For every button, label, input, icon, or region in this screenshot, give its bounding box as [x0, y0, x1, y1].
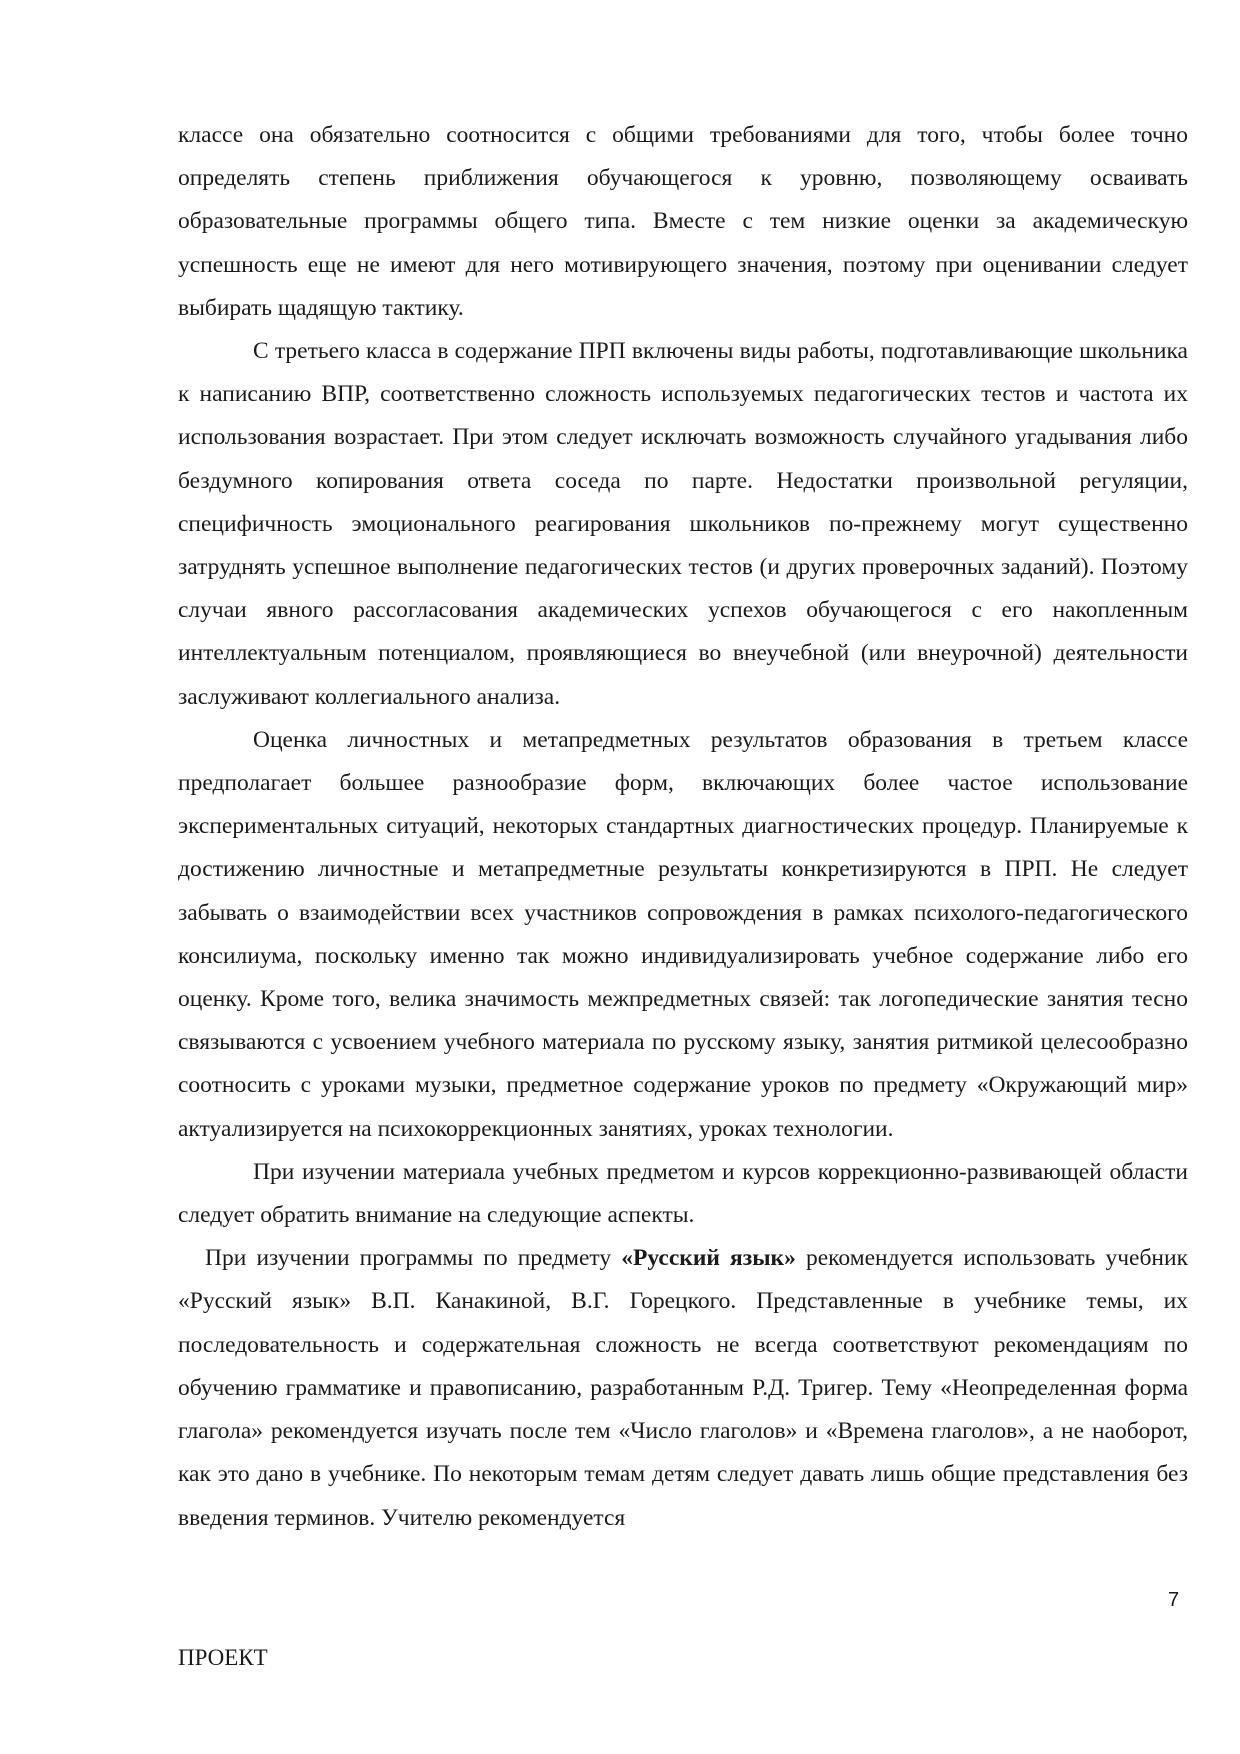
paragraph-russian-language	[178, 1237, 1188, 1539]
paragraph-russian-language-lead: При изучении программы по предмету	[205, 1245, 622, 1272]
page-number: 7	[1168, 1589, 1180, 1611]
subject-title-russian-language: «Русский язык»	[621, 1245, 796, 1272]
paragraph-third-grade-tests: С третьего класса в содержание ПРП включены виды работы, подготавливающие школьника к написанию ВПР, соответственно сложность используемых педагогических тестов и частота их использования возрастает. При этом следует исключать возможность случайного угадывания либо бездумного копирования ответа соседа по парте. Недостатки произвольной регуляции, специфичность эмоционального реагирования школьников по-прежнему могут существенно затруднять успешное выполнение педагогических тестов (и других проверочных заданий). Поэтому случаи явного рассогласования академических успехов обучающегося с его накопленным интеллектуальным потенциалом, проявляющиеся во внеучебной (или внеурочной) деятельности заслуживают коллегиального анализа.	[178, 338, 1188, 710]
project-watermark-label: ПРОЕКТ	[178, 1645, 268, 1670]
paragraph-study-aspects: При изучении материала учебных предметом и курсов коррекционно-развивающей области следует обратить внимание на следующие аспекты.	[178, 1158, 1188, 1229]
document-body	[178, 114, 1188, 1540]
paragraph-personal-results: Оценка личностных и метапредметных результатов образования в третьем классе предполагает большее разнообразие форм, включающих более частое использование экспериментальных ситуаций, некоторых стандартных диагностических процедур. Планируемые к достижению личностные и метапредметные результаты конкретизируются в ПРП. Не следует забывать о взаимодействии всех участников сопровождения в рамках психолого-педагогического консилиума, поскольку именно так можно индивидуализировать учебное содержание либо его оценку. Кроме того, велика значимость межпредметных связей: так логопедические занятия тесно связываются с усвоением учебного материала по русскому языку, занятия ритмикой целесообразно соотносить с уроками музыки, предметное содержание уроков по предмету «Окружающий мир» актуализируется на психокоррекционных занятиях, уроках технологии.	[178, 726, 1188, 1142]
paragraph-russian-language-rest: рекомендуется использовать учебник «Русский язык» В.П. Канакиной, В.Г. Горецкого. Представленные в учебнике темы, их последовательность и содержательная сложность не всегда соответствуют рекомендациям по обучению грамматике и правописанию, разработанным Р.Д. Тригер. Тему «Неопределенная форма глагола» рекомендуется изучать после тем «Число глаголов» и «Времена глаголов», а не наоборот, как это дано в учебнике. По некоторым темам детям следует давать лишь общие представления без введения терминов. Учителю рекомендуется	[178, 1245, 1188, 1531]
paragraph-assessment-continuation: классе она обязательно соотносится с общими требованиями для того, чтобы более точно определять степень приближения обучающегося к уровню, позволяющему осваивать образовательные программы общего типа. Вместе с тем низкие оценки за академическую успешность еще не имеют для него мотивирующего значения, поэтому при оценивании следует выбирать щадящую тактику.	[178, 122, 1188, 321]
